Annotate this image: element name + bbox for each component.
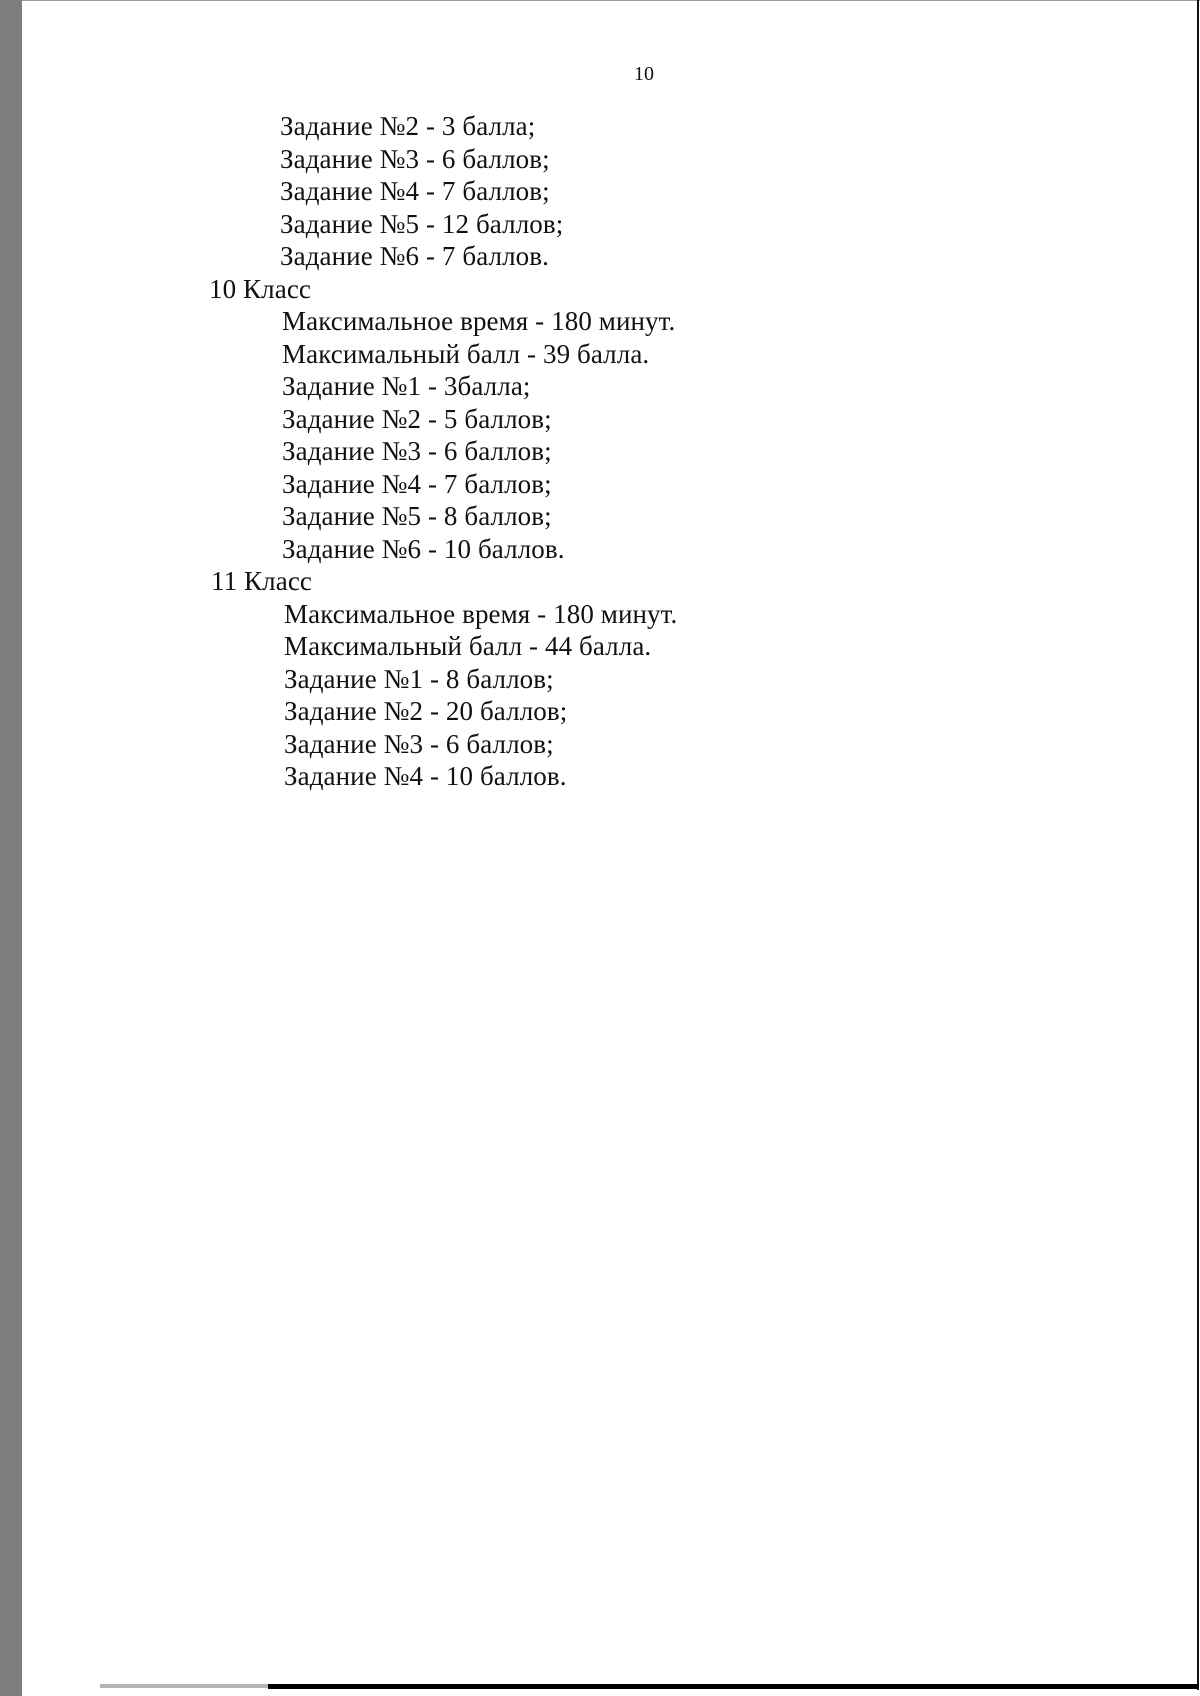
task-line: Задание №1 - 3балла; (282, 371, 531, 401)
task-line: Задание №1 - 8 баллов; (284, 663, 554, 694)
task-line: Задание №2 - 3 балла; (280, 111, 536, 141)
class-11-heading: 11 Класс (211, 566, 312, 596)
class-11-max-score: Максимальный балл - 44 балла. (284, 631, 652, 661)
continued-task-list (0, 110, 1190, 273)
page-bottom-shadow-light (100, 1684, 270, 1688)
class-10-max-score: Максимальный балл - 39 балла. (282, 338, 650, 369)
class-11-max-time: Максимальное время - 180 минут. (284, 598, 678, 629)
page-bottom-shadow (268, 1684, 1199, 1689)
page-number: 10 (634, 63, 654, 85)
document-body (0, 110, 1190, 793)
task-line: Задание №3 - 6 баллов; (284, 728, 554, 759)
task-line: Задание №5 - 8 баллов; (282, 501, 552, 531)
page-top-edge (22, 0, 1200, 1)
task-line: Задание №3 - 6 баллов; (282, 436, 552, 466)
task-line: Задание №4 - 7 баллов; (280, 176, 550, 206)
task-line: Задание №5 - 12 баллов; (280, 208, 564, 239)
task-line: Задание №6 - 10 баллов. (282, 533, 565, 564)
task-line: Задание №3 - 6 баллов; (280, 143, 550, 174)
class-10-section (0, 273, 1190, 566)
page-right-edge (1197, 0, 1199, 1690)
task-line: Задание №2 - 5 баллов; (282, 403, 552, 434)
task-line: Задание №2 - 20 баллов; (284, 696, 568, 726)
task-line: Задание №4 - 7 баллов; (282, 468, 552, 499)
class-10-heading: 10 Класс (209, 273, 311, 304)
task-line: Задание №6 - 7 баллов. (280, 241, 549, 271)
class-11-section (0, 565, 1190, 793)
task-line: Задание №4 - 10 баллов. (284, 761, 567, 791)
class-10-max-time: Максимальное время - 180 минут. (282, 306, 676, 336)
